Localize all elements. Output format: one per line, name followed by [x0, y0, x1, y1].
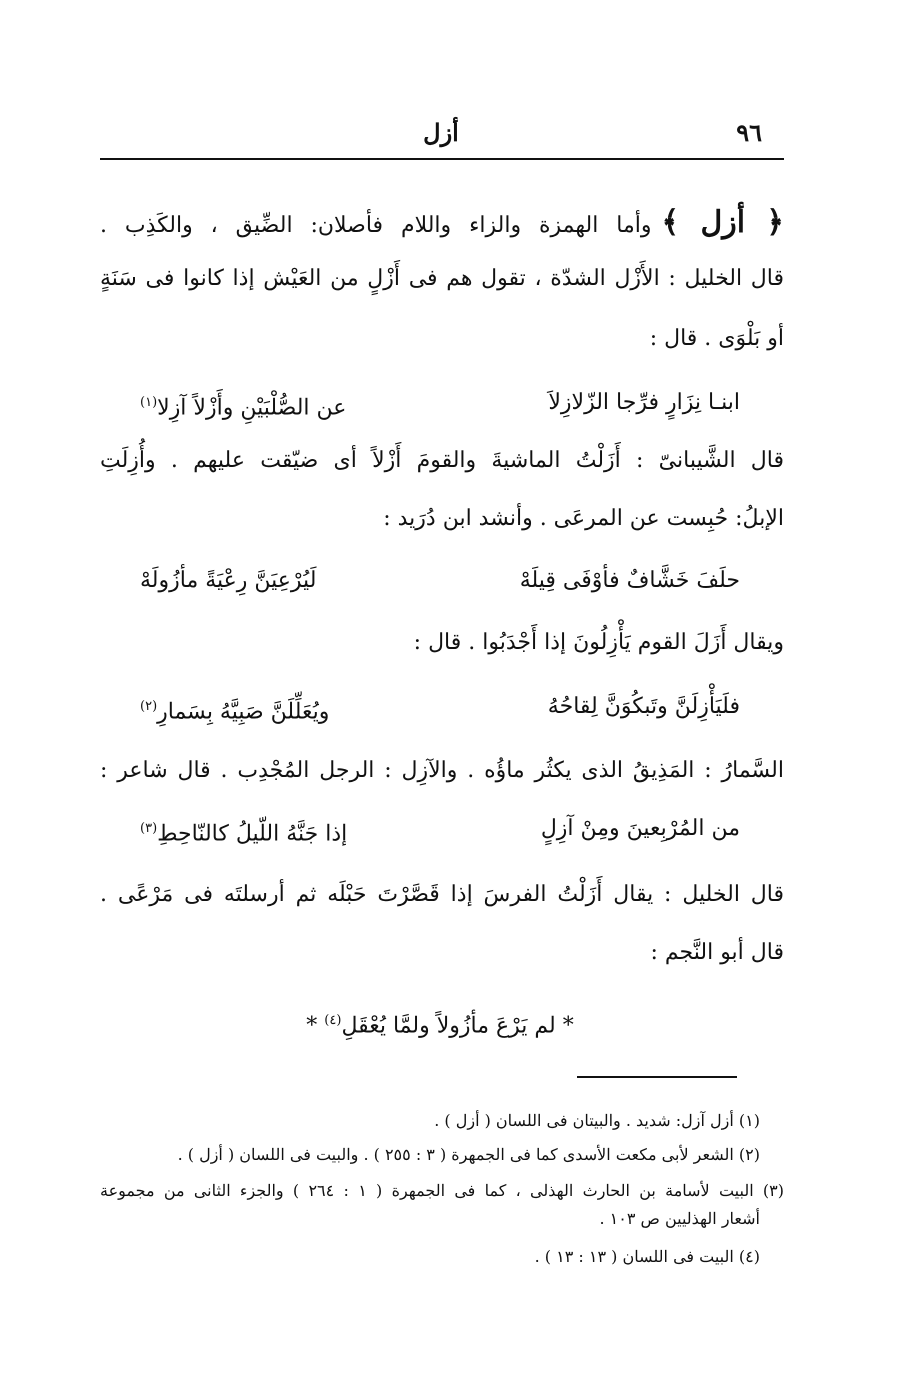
- body-line-8: قال الخليل : يقال أَزَلْتُ الفرسَ إذا قَصَّرْتَ حَبْلَه ثم أرسلتَه فى مَرْعًى .: [100, 882, 784, 907]
- page-number: ٩٦: [736, 118, 762, 147]
- footnote-2: (٢) الشعر لأبى مكعت الأسدى كما فى الجمهرة ( ٣ : ٢٥٥ ) . والبيت فى اللسان ( أزل ) .: [177, 1145, 760, 1164]
- verse-hemistich: لَيُرْعِيَنَّ رِعْيَةً مأزُولَهْ: [140, 568, 317, 593]
- body-line-3: أو بَلْوَى . قال :: [649, 326, 784, 351]
- footnote-ref: (٤): [324, 1013, 342, 1028]
- verse-hemistich: إذا جَنَّهُ اللّيلُ كالنّاحِطِ$^{(٣)}$: [140, 821, 348, 847]
- verse-hemistich: عن الصُّلْبَيْنِ وأَزْلاً آزِلا$^{(١)}$: [140, 395, 347, 421]
- verse-hemistich: فلَيَأْزِلَنَّ وتَبكُوَنَّ لِقاحُهُ: [547, 694, 740, 719]
- verse-hemistich: ويُعَلِّلَنَّ صَبِيَّهُ بِسَمارِ$^{(٢)}$: [140, 699, 330, 725]
- footnote-4: (٤) البيت فى اللسان ( ١٣ : ١٣ ) .: [534, 1247, 760, 1266]
- entry-headword: ﴿ أزل ﴾: [661, 205, 784, 240]
- header-rule: [100, 158, 784, 160]
- body-line-6: ويقال أَزَلَ القوم يَأْزِلُونَ إذا أَجْدَبُوا . قال :: [413, 630, 784, 655]
- footnote-3: (٣) البيت لأسامة بن الحارث الهذلى ، كما فى الجمهرة ( ١ : ٢٦٤ ) والجزء الثانى من مجموعة: [100, 1181, 785, 1200]
- footnote-ref: (١): [140, 395, 158, 410]
- verse-hemistich: ابنـا نِزَارٍ فرِّجا الزّلازِلاَ: [548, 390, 740, 415]
- verse-4: [140, 812, 740, 851]
- verse-hemistich: حلَفَ خَشَّافٌ فأوْفَى قِيلَهْ: [519, 568, 740, 593]
- page-header: [100, 118, 782, 154]
- verse-line: * لم يَرْعَ مأزُولاً ولمَّا يُعْقَلِ$^{(٤)}$ *: [306, 1013, 574, 1039]
- footnote-3-continued: أشعار الهذليين ص ١٠٣ .: [599, 1209, 760, 1228]
- body-line-5: الإبلُ: حُبِست عن المرعَى . وأنشد ابن دُرَيد :: [383, 506, 784, 531]
- body-line-4: قال الشَّيبانىّ : أَزَلْتُ الماشيةَ والقومَ أَزْلاً أى ضيّقت عليهم . وأُزِلَتِ: [100, 448, 784, 473]
- footnote-ref: (٣): [140, 821, 158, 836]
- body-line-7: السَّمارُ : المَذِيقُ الذى يكثُر ماؤُه . والآزِل : الرجل المُجْدِب . قال شاعر :: [100, 758, 784, 783]
- body-line-2: قال الخليل : الأَزْل الشدّة ، تقول هم فى أَزْلٍ من العَيْش إذا كانوا فى سَنَةٍ: [100, 266, 784, 291]
- verse-2: [140, 564, 740, 598]
- running-title: أزل: [423, 118, 459, 147]
- footnote-1: (١) أزل آزل: شديد . والبيتان فى اللسان ( أزل ) .: [434, 1111, 760, 1130]
- verse-1: [140, 386, 740, 425]
- footnote-ref: (٢): [140, 699, 158, 714]
- verse-3: [140, 690, 740, 729]
- footnote-rule: [577, 1076, 737, 1078]
- verse-hemistich: من المُرْبِعينَ ومِنْ آزِلٍ: [540, 816, 740, 841]
- body-line-1: ﴿ أزل ﴾وأما الهمزة والزاء واللام فأصلان: الضِّيق ، والكَذِب .: [100, 205, 784, 240]
- verse-5: [140, 1004, 740, 1043]
- body-line-9: قال أبو النَّجم :: [650, 940, 784, 965]
